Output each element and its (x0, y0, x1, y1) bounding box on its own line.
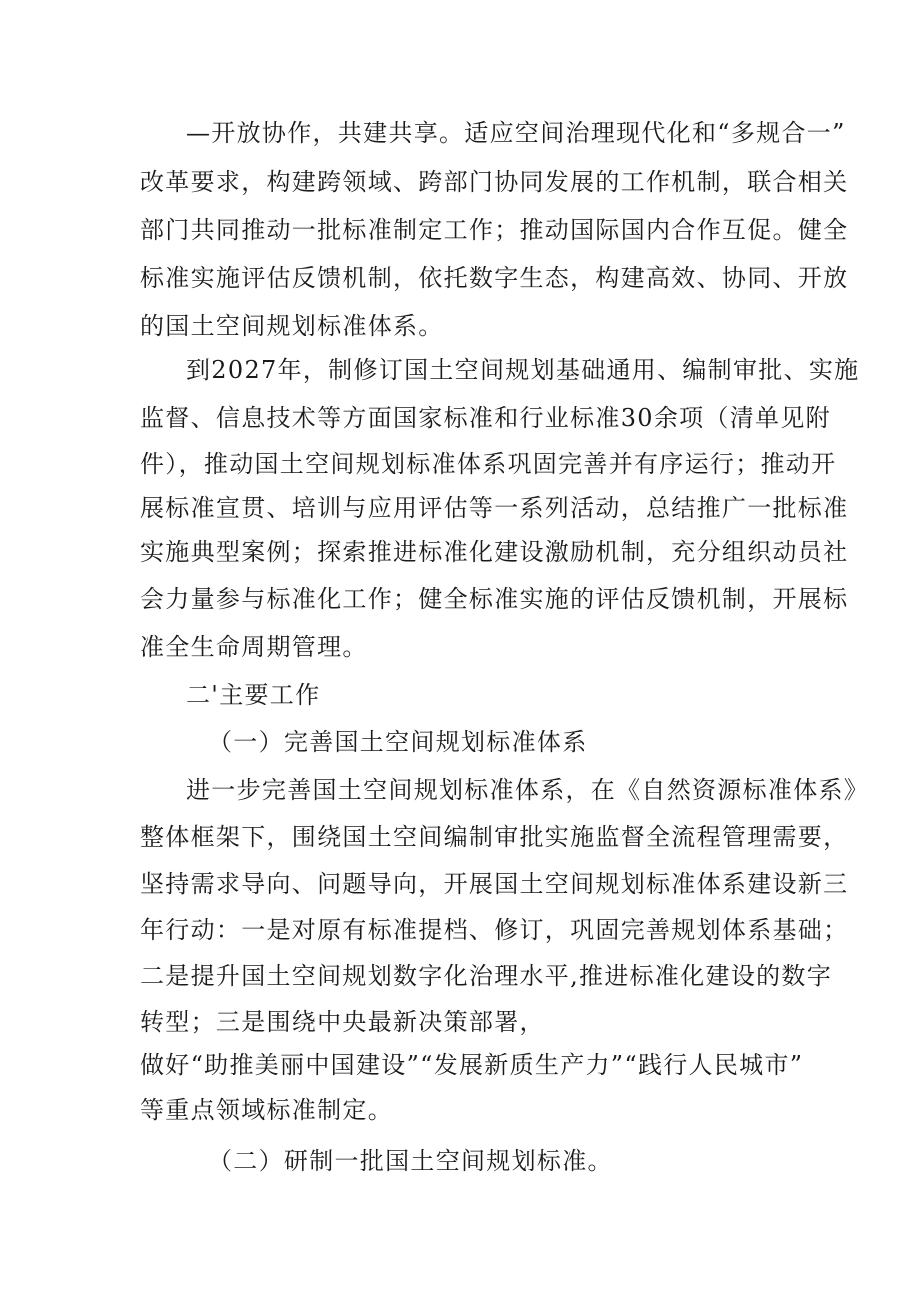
section-heading: 二'主要工作 (186, 681, 321, 709)
text-line: 进一步完善国土空间规划标准体系，在《自然资源标准体系》 (186, 776, 870, 804)
text-line: 转型；三是围绕中央最新决策部署， (140, 1008, 545, 1036)
text-line: 坚持需求导向、问题导向，开展国土空间规划标准体系建设新三 (140, 870, 849, 898)
text-line: 准全生命周期管理。 (140, 633, 368, 661)
text-line: 整体框架下，围绕国土空间编制审批实施监督全流程管理需要， (140, 823, 849, 851)
text-line: 二是提升国土空间规划数字化治理水平,推进标准化建设的数字 (140, 962, 833, 990)
text-line: 会力量参与标准化工作；健全标准实施的评估反馈机制，开展标 (140, 585, 849, 613)
text-line: 部门共同推动一批标准制定工作；推动国际国内合作互促。健全 (140, 216, 849, 244)
subsection-heading: （一）完善国土空间规划标准体系 (208, 728, 588, 756)
text-line: 到2027年，制修订国土空间规划基础通用、编制审批、实施 (186, 356, 860, 384)
text-line: 件），推动国土空间规划标准体系巩固完善并有序运行；推动开 (140, 450, 837, 478)
text-line: —开放协作，共建共享。适应空间治理现代化和“多规合一” (186, 119, 846, 147)
subsection-heading: （二）研制一批国土空间规划标准。 (208, 1147, 613, 1175)
text-line: 改革要求，构建跨领域、跨部门协同发展的工作机制，联合相关 (140, 168, 849, 196)
text-line: 监督、信息技术等方面国家标准和行业标准30余项（清单见附 (140, 404, 831, 432)
text-line: 标准实施评估反馈机制，依托数字生态，构建高效、协同、开放 (140, 264, 849, 292)
text-line: 展标准宣贯、培训与应用评估等一系列活动，总结推广一批标准 (140, 494, 849, 522)
text-line: 做好“助推美丽中国建设”“发展新质生产力”“践行人民城市” (140, 1051, 804, 1079)
text-line: 实施典型案例；探索推进标准化建设激励机制，充分组织动员社 (140, 538, 849, 566)
text-line: 年行动：一是对原有标准提档、修订，巩固完善规划体系基础； (140, 916, 849, 944)
text-line: 等重点领域标准制定。 (140, 1096, 393, 1124)
text-line: 的国土空间规划标准体系。 (140, 312, 444, 340)
